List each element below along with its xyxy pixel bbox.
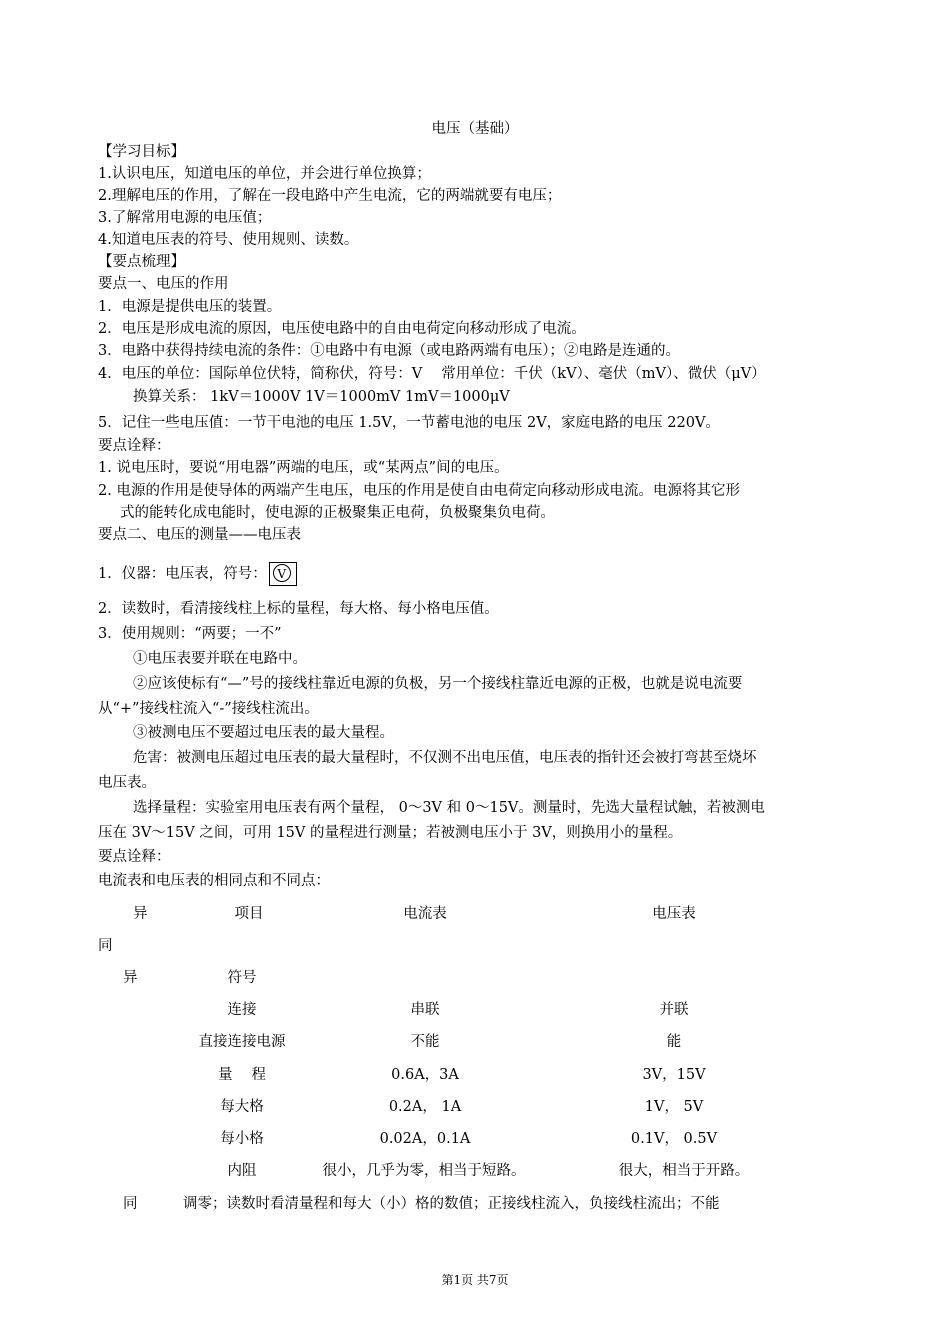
point1-heading: 要点一、电压的作用 (98, 276, 229, 292)
table-cell-ammeter: 0.6A，3A (391, 1067, 459, 1083)
table-cell-ammeter: 串联 (410, 1002, 440, 1018)
table-cell-ammeter: 0.02A，0.1A (379, 1131, 471, 1147)
goal-item: 4.知道电压表的符号、使用规则、读数。 (98, 232, 359, 248)
note-item: 1. 说电压时，要说“用电器”两端的电压，或“某两点”间的电压。 (98, 460, 509, 476)
point1-item: 1．电源是提供电压的装置。 (98, 299, 282, 315)
hazard-text: 危害：被测电压超过电压表的最大量程时，不仅测不出电压值，电压表的指针还会被打弯甚至烧坏 (133, 750, 757, 766)
voltmeter-symbol-letter: V (273, 564, 291, 582)
table-row-item: 量 程 (217, 1067, 267, 1083)
goal-item: 2.理解电压的作用，了解在一段电路中产生电流，它的两端就要有电压； (98, 188, 562, 204)
point2-heading: 要点二、电压的测量——电压表 (98, 527, 301, 543)
table-same-label: 同 (123, 1196, 138, 1212)
point2-item: 3．使用规则：“两要；一不” (98, 626, 282, 642)
goals-heading: 【学习目标】 (98, 144, 185, 160)
table-header-ammeter: 电流表 (403, 906, 447, 922)
point2-item1 (98, 562, 297, 586)
range-select-text-cont: 压在 3V～15V 之间，可用 15V 的量程进行测量；若被测电压小于 3V，则换用小的量程。 (98, 825, 683, 841)
table-row-item: 内阻 (227, 1163, 257, 1179)
note-item: 2. 电源的作用是使导体的两端产生电压，电压的作用是使自由电荷定向移动形成电流。电源将其它形 (98, 483, 740, 499)
notes-heading: 要点诠释： (98, 849, 171, 865)
rule-item: ①电压表要并联在电路中。 (133, 651, 307, 667)
goal-item: 3.了解常用电源的电压值； (98, 210, 272, 226)
table-row-item: 连接 (227, 1002, 257, 1018)
table-cell-ammeter: 不能 (410, 1034, 440, 1050)
table-header-same: 同 (98, 938, 113, 954)
table-row-item: 每小格 (220, 1131, 264, 1147)
point2-item: 2．读数时，看清接线柱上标的量程，每大格、每小格电压值。 (98, 601, 499, 617)
point2-item1-text: 1．仪器：电压表，符号： (98, 566, 267, 582)
note-item-cont: 式的能转化成电能时，使电源的正极聚集正电荷，负极聚集负电荷。 (120, 505, 555, 521)
rule-item: ③被测电压不要超过电压表的最大量程。 (133, 725, 394, 741)
notes-heading: 要点诠释： (98, 438, 171, 454)
table-diff-label: 异 (123, 970, 138, 986)
table-row-item: 符号 (227, 970, 257, 986)
table-cell-ammeter: 很小，几乎为零，相当于短路。 (322, 1163, 526, 1179)
point1-item: 4．电压的单位：国际单位伏特，简称伏，符号：V 常用单位：千伏（kV）、毫伏（mV）、微伏（μV） (98, 366, 766, 382)
table-cell-voltmeter: 0.1V， 0.5V (630, 1131, 718, 1147)
table-header-diff: 异 (133, 906, 148, 922)
unit-conversion: 换算关系： 1kV＝1000V 1V＝1000mV 1mV＝1000μV (133, 389, 510, 405)
table-row-item: 每大格 (220, 1099, 264, 1115)
point1-item: 2．电压是形成电流的原因，电压使电路中的自由电荷定向移动形成了电流。 (98, 321, 586, 337)
summary-heading: 【要点梳理】 (98, 254, 185, 270)
hazard-text-cont: 电压表。 (98, 775, 156, 791)
table-cell-voltmeter: 3V，15V (642, 1067, 706, 1083)
table-same-text: 调零；读数时看清量程和每大（小）格的数值；正接线柱流入，负接线柱流出；不能 (183, 1196, 720, 1212)
table-cell-ammeter: 0.2A， 1A (388, 1099, 462, 1115)
table-cell-voltmeter: 并联 (659, 1002, 689, 1018)
table-header-item: 项目 (234, 906, 264, 922)
page-title: 电压（基础） (431, 121, 519, 137)
rule-item-cont: 从“+”接线柱流入“-”接线柱流出。 (98, 701, 319, 717)
table-header-voltmeter: 电压表 (652, 906, 696, 922)
point1-item: 5．记住一些电压值：一节干电池的电压 1.5V，一节蓄电池的电压 2V，家庭电路的电压 220V。 (98, 415, 720, 431)
goal-item: 1.认识电压，知道电压的单位，并会进行单位换算； (98, 166, 431, 182)
table-intro: 电流表和电压表的相同点和不同点： (98, 873, 330, 889)
point1-item: 3．电路中获得持续电流的条件：①电路中有电源（或电路两端有电压）；②电路是连通的。 (98, 343, 680, 359)
voltmeter-symbol-icon (269, 562, 297, 586)
table-row-item: 直接连接电源 (198, 1034, 286, 1050)
range-select-text: 选择量程：实验室用电压表有两个量程， 0～3V 和 0～15V。测量时，先选大量程试触，若被测电 (133, 800, 765, 816)
table-cell-voltmeter: 很大，相当于开路。 (618, 1163, 750, 1179)
page-footer: 第1页 共7页 (441, 1273, 509, 1287)
table-cell-voltmeter: 1V， 5V (644, 1099, 704, 1115)
rule-item: ②应该使标有“—”号的接线柱靠近电源的负极，另一个接线柱靠近电源的正极，也就是说电流要 (133, 676, 743, 692)
table-cell-voltmeter: 能 (666, 1034, 682, 1050)
